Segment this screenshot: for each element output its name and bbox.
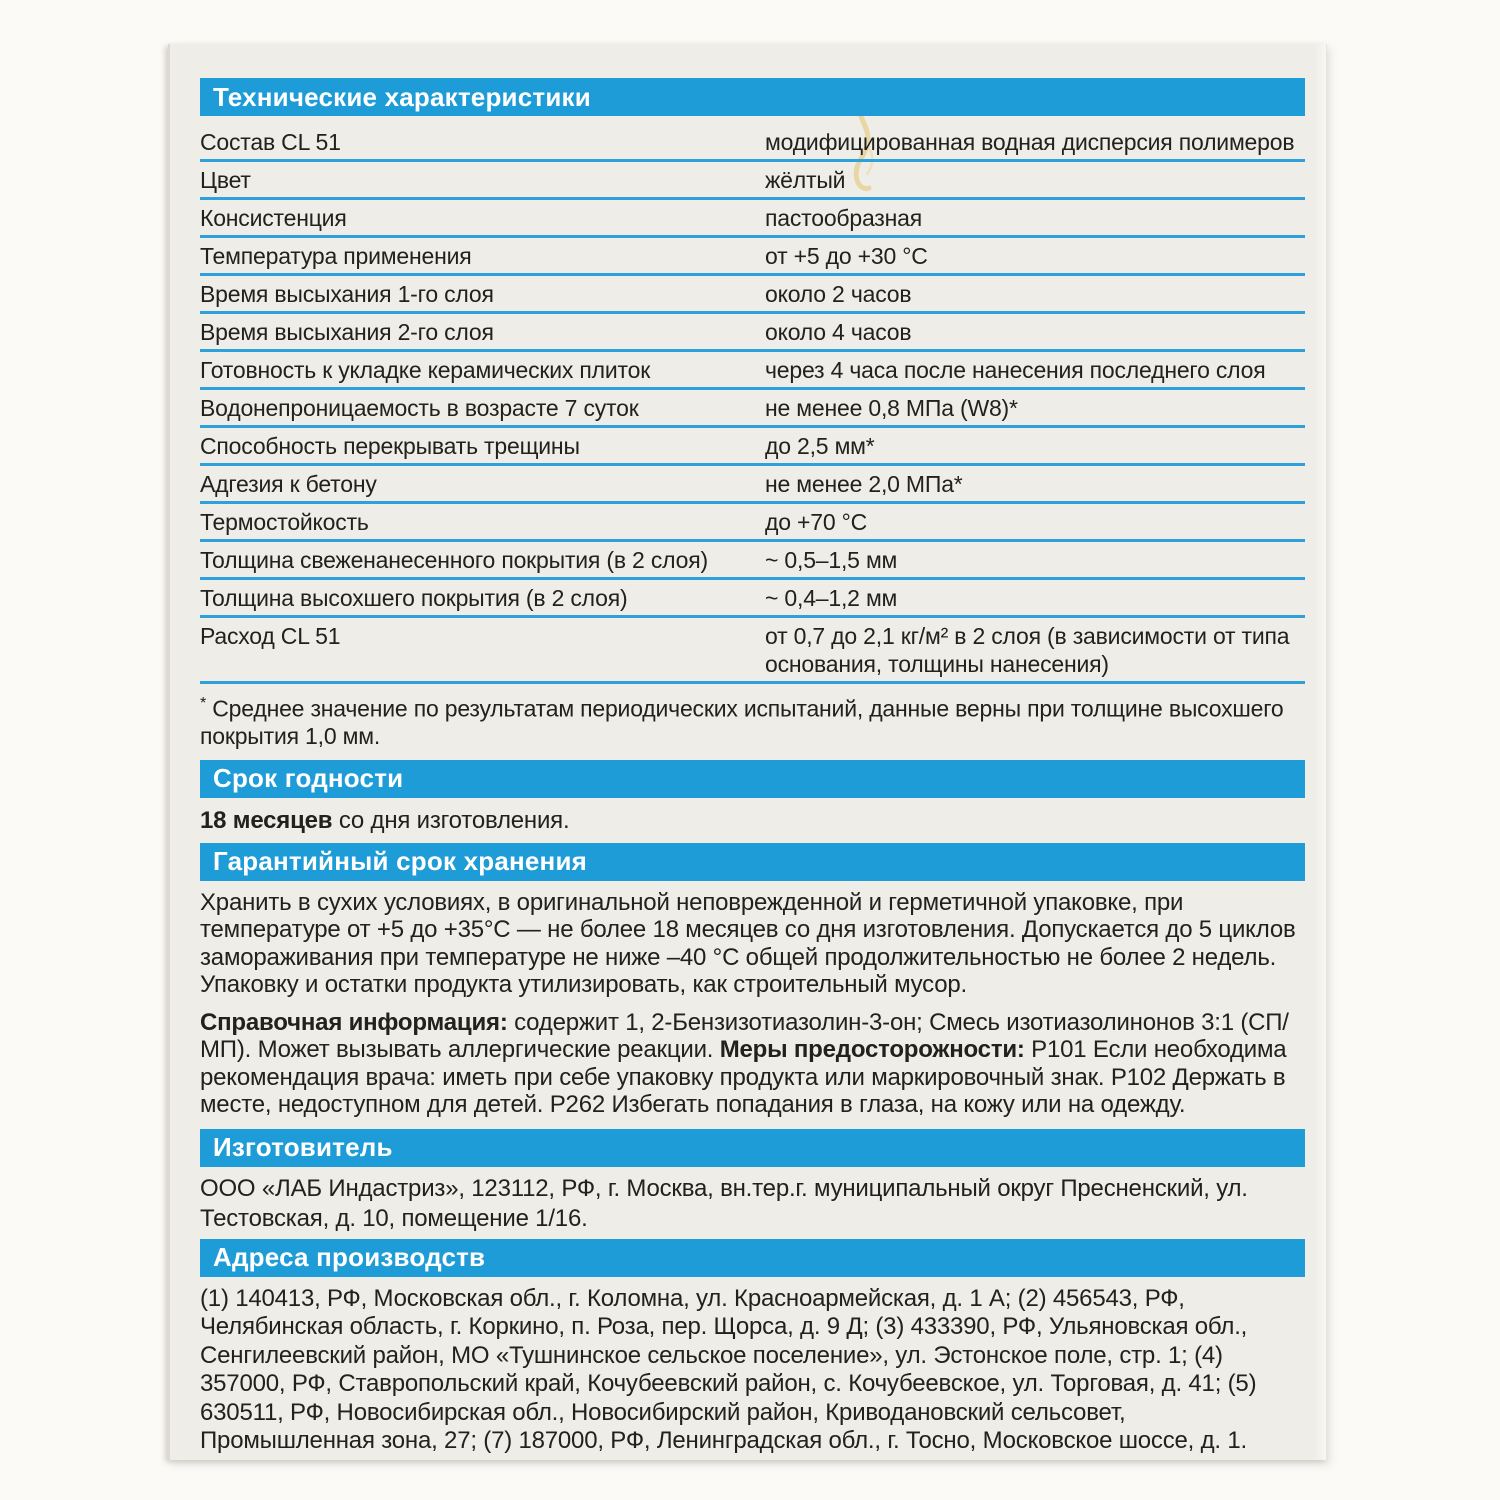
manufacturer-text: ООО «ЛАБ Индастриз», 123112, РФ, г. Москва, вн.тер.г. муниципальный округ Пресненский, ул. Тестовская, д. 10, помещение 1/16.: [200, 1174, 1248, 1232]
shelf-life-duration: 18 месяцев: [200, 806, 333, 834]
spec-row: [200, 314, 1305, 352]
reference-info-label: Справочная информация:: [200, 1008, 508, 1036]
spec-value: модифицированная водная дисперсия полимеров: [765, 129, 1295, 155]
spec-value: не менее 2,0 МПа*: [765, 471, 963, 497]
spec-row: [200, 580, 1305, 618]
section-title: Технические характеристики: [213, 81, 591, 112]
spec-row: [200, 618, 1305, 684]
footnote-text: Среднее значение по результатам периодических испытаний, данные верны при толщине высохшего покрытия 1,0 мм.: [200, 695, 1284, 749]
spec-value: до 2,5 мм*: [765, 433, 875, 459]
spec-row: [200, 162, 1305, 200]
spec-value: ~ 0,4–1,2 мм: [765, 585, 898, 611]
spec-name: Состав CL 51: [200, 129, 341, 155]
spec-value: около 4 часов: [765, 319, 912, 345]
spec-name: Толщина высохшего покрытия (в 2 слоя): [200, 585, 628, 611]
section-title: Гарантийный срок хранения: [213, 846, 588, 877]
spec-row: [200, 124, 1305, 162]
shelf-life-text: [200, 807, 1305, 835]
storage-conditions-text: Хранить в сухих условиях, в оригинальной неповрежденной и герметичной упаковке, при температуре от +5 до +35°C — не более 18 месяцев со дня изготовления. Допускается до 5 циклов замораживания при температуре не ниже –40 °C общей продолжительностью не более 2 недель. Упаковку и остатки продукта утилизировать, как строительный мусор.: [200, 888, 1296, 999]
spec-name: Консистенция: [200, 205, 347, 231]
spec-value: ~ 0,5–1,5 мм: [765, 547, 898, 573]
spec-name: Время высыхания 1-го слоя: [200, 281, 494, 307]
spec-value: через 4 часа после нанесения последнего слоя: [765, 357, 1266, 383]
spec-row: [200, 352, 1305, 390]
reference-info-text: содержит 1, 2-Бензизотиазолин-3-он; Смесь изотиазолинонов 3:1 (СП/МП). Может вызывать аллергические реакции.: [200, 1008, 1289, 1064]
spec-value: не менее 0,8 МПа (W8)*: [765, 395, 1018, 421]
precautions-text: P101 Если необходима рекомендация врача: иметь при себе упаковку продукта или маркировочный знак. P102 Держать в месте, недоступном для детей. P262 Избегать попадания в глаза, на кожу или на одежду.: [200, 1036, 1287, 1119]
section-header-storage: [200, 843, 1305, 881]
spec-value: от +5 до +30 °C: [765, 243, 928, 269]
spec-row: [200, 390, 1305, 428]
spec-row: [200, 466, 1305, 504]
spec-row: [200, 504, 1305, 542]
section-header-tech: [200, 78, 1305, 116]
spec-value: около 2 часов: [765, 281, 912, 307]
shelf-life-rest: со дня изготовления.: [332, 806, 570, 834]
spec-row: [200, 200, 1305, 238]
spec-value: от 0,7 до 2,1 кг/м² в 2 слоя (в зависимости от типа основания, толщины нанесения): [765, 623, 1290, 677]
section-header-production-sites: [200, 1239, 1305, 1277]
production-addresses-text: (1) 140413, РФ, Московская обл., г. Коломна, ул. Красноармейская, д. 1 А; (2) 456543, РФ, Челябинская область, г. Коркино, п. Роза, пер. Щорса, д. 9 Д; (3) 433390, РФ, Ульяновская обл., Сенгилеевский район, МО «Тушнинское сельское поселение», ул. Эстонское поле, стр. 1; (4) 357000, РФ, Ставропольский край, Кочубеевский район, с. Кочубеевское, ул. Торговая, д. 41; (5) 630511, РФ, Новосибирская обл., Новосибирский район, Криводановский сельсовет, Промышленная зона, 27; (7) 187000, РФ, Ленинградская обл., г. Тосно, Московское шоссе, д. 1.: [200, 1284, 1257, 1455]
spec-name: Температура применения: [200, 243, 472, 269]
footnote: [200, 690, 1305, 750]
spec-row: [200, 238, 1305, 276]
spec-row: [200, 428, 1305, 466]
spec-name: Водонепроницаемость в возрасте 7 суток: [200, 395, 639, 421]
spec-value: до +70 °C: [765, 509, 868, 535]
spec-name: Адгезия к бетону: [200, 471, 377, 497]
spec-name: Время высыхания 2-го слоя: [200, 319, 494, 345]
spec-name: Готовность к укладке керамических плиток: [200, 357, 651, 383]
spec-row: [200, 542, 1305, 580]
footnote-asterisk: *: [200, 694, 207, 712]
spec-value: пастообразная: [765, 205, 922, 231]
spec-name: Цвет: [200, 167, 251, 193]
spec-value: жёлтый: [765, 167, 846, 193]
section-header-shelf-life: [200, 760, 1305, 798]
spec-table: [200, 124, 1305, 684]
spec-name: Способность перекрывать трещины: [200, 433, 580, 459]
section-title: Изготовитель: [213, 1132, 393, 1163]
section-header-manufacturer: [200, 1129, 1305, 1167]
section-title: Адреса производств: [213, 1242, 486, 1273]
safety-information-text: [200, 1009, 1305, 1119]
spec-name: Расход CL 51: [200, 623, 341, 649]
label-content: [168, 44, 1327, 1456]
spec-name: Толщина свеженанесенного покрытия (в 2 слоя): [200, 547, 708, 573]
section-title: Срок годности: [213, 763, 404, 794]
spec-name: Термостойкость: [200, 509, 369, 535]
spec-row: [200, 276, 1305, 314]
precautions-label: Меры предосторожности:: [719, 1036, 1025, 1064]
product-label: [168, 44, 1327, 1460]
